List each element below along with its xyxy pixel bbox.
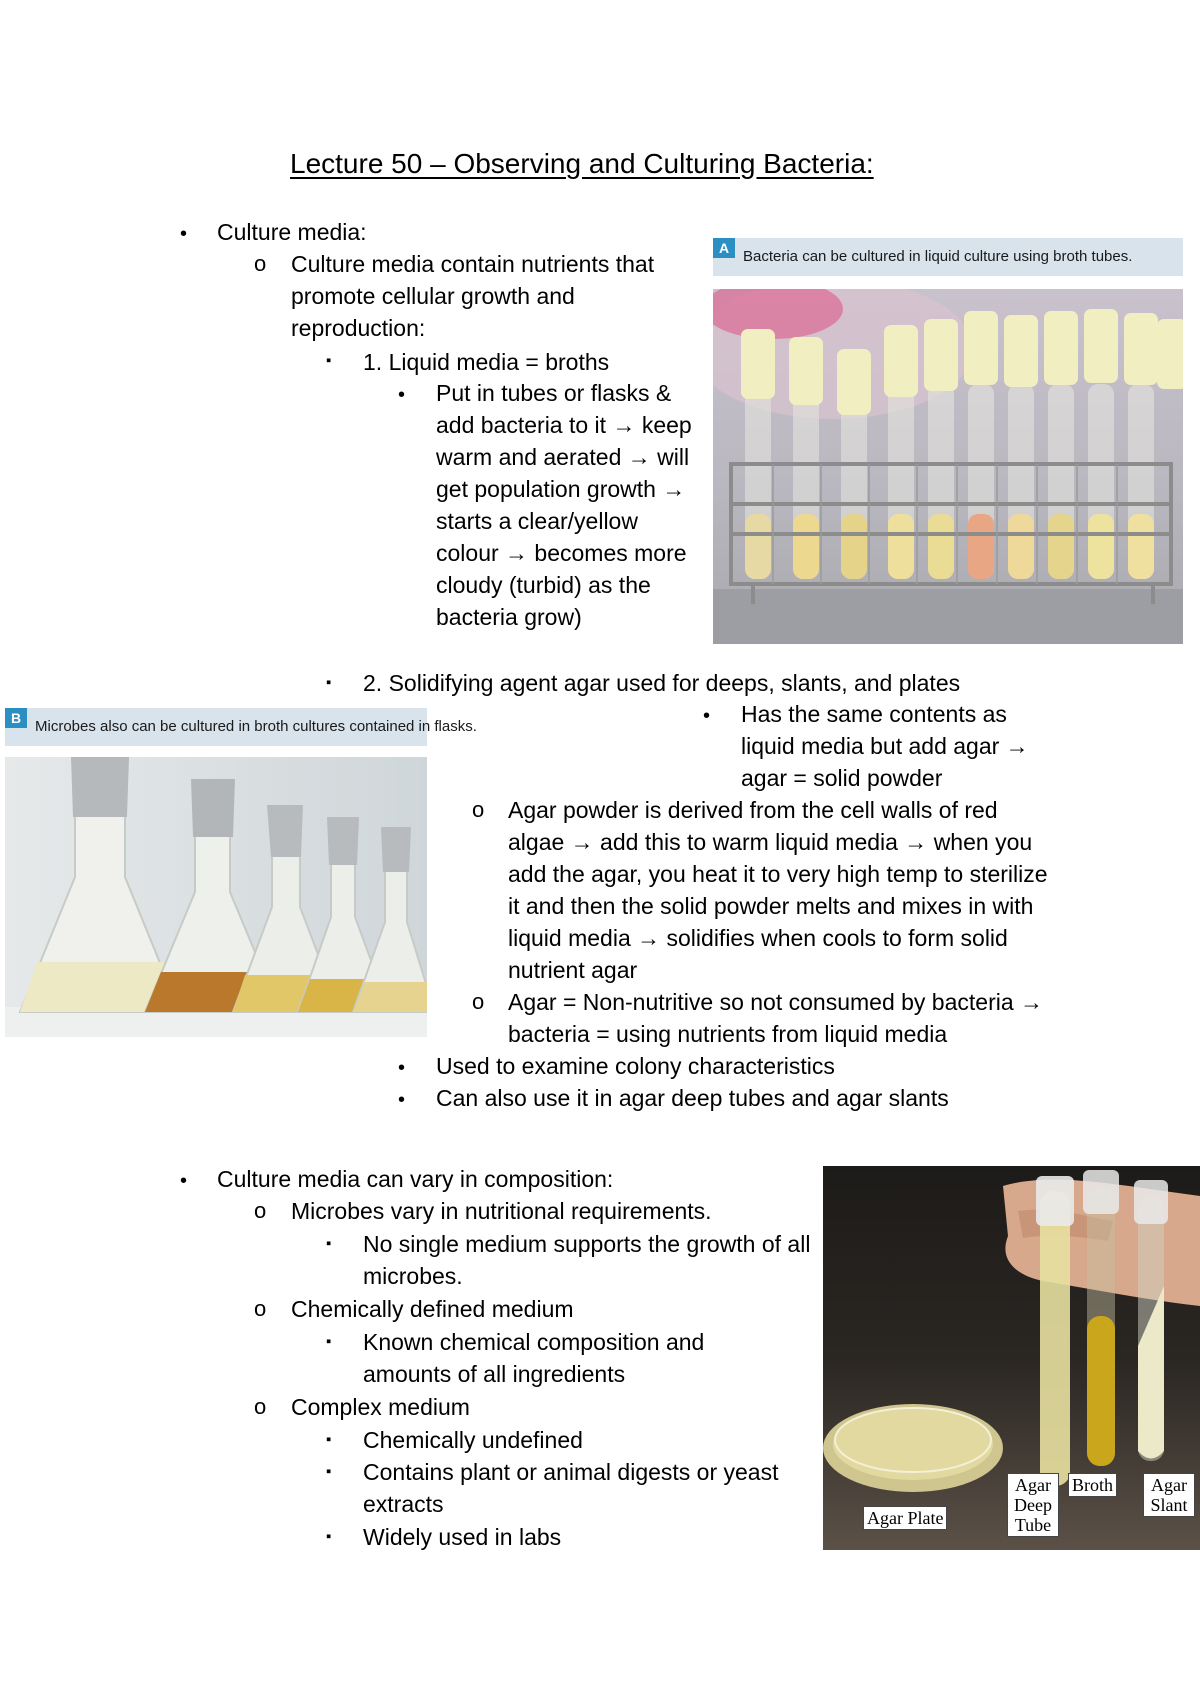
broth-tubes-illustration [713, 289, 1183, 644]
agar-plate-label: Agar Plate [863, 1506, 947, 1530]
agar-nonnutritive-text: Agar = Non-nutritive so not consumed by bacteria → bacteria = using nutrients from liquid media [508, 989, 1044, 1047]
bullet-glyph: • [398, 1057, 406, 1079]
known-composition-text: Known chemical composition and amounts of all ingredients [363, 1329, 705, 1387]
figure-b-caption [5, 708, 477, 746]
bullet-glyph: o [254, 251, 267, 276]
agar-media-photo [823, 1166, 1200, 1550]
microbes-vary-text: Microbes vary in nutritional requirements. [291, 1198, 712, 1224]
bullet-glyph: ▪ [326, 1431, 332, 1448]
nutrients-text: Culture media contain nutrients that promote cellular growth and reproduction: [291, 251, 655, 341]
bullet-glyph: • [398, 1089, 406, 1111]
bullet-glyph: • [398, 384, 406, 406]
figure-a-letter: A [713, 238, 735, 258]
figure-b-caption-text: Microbes also can be cultured in broth cultures contained in flasks. [35, 718, 477, 735]
flasks-illustration [5, 757, 427, 1037]
bullet-glyph: o [254, 1198, 267, 1223]
bullet-glyph: o [254, 1394, 267, 1419]
flasks-photo [5, 757, 427, 1037]
agar-origin-text: Agar powder is derived from the cell walls of red algae → add this to warm liquid media → when you add the agar, you heat it to very high temp to sterilize it and then the solid powder melts and mixes in with liquid media → solidifies when cools to form solid nutrient agar [508, 797, 1048, 983]
chemically-undefined-text: Chemically undefined [363, 1427, 583, 1453]
bullet-glyph: ▪ [326, 352, 332, 369]
widely-used-text: Widely used in labs [363, 1524, 562, 1550]
complex-medium-heading: Complex medium [291, 1394, 470, 1420]
broth-tubes-photo [713, 289, 1183, 644]
liquid-media-item: 1. Liquid media = broths [363, 349, 610, 375]
digests-text: Contains plant or animal digests or yeast extracts [363, 1459, 779, 1517]
composition-heading: Culture media can vary in composition: [217, 1166, 614, 1192]
figure-a-caption [713, 238, 1183, 276]
colony-characteristics-text: Used to examine colony characteristics [436, 1053, 835, 1079]
agar-deep-tube-label: Agar Deep Tube [1007, 1473, 1059, 1537]
bullet-glyph: o [472, 797, 485, 822]
no-single-medium-text: No single medium supports the growth of all microbes. [363, 1231, 811, 1289]
liquid-media-detail: Put in tubes or flasks & add bacteria to it → keep warm and aerated → will get population growth → starts a clear/yellow colour → becomes more cloudy (turbid) as the bacteria grow) [436, 380, 692, 630]
bullet-glyph: • [180, 223, 188, 245]
culture-media-heading: Culture media: [217, 219, 367, 245]
bullet-glyph: • [180, 1170, 188, 1192]
bullet-glyph: ▪ [326, 1333, 332, 1350]
bullet-glyph: ▪ [326, 1463, 332, 1480]
bullet-glyph: o [472, 989, 485, 1014]
agar-deep-slants-text: Can also use it in agar deep tubes and agar slants [436, 1085, 949, 1111]
solid-media-item: 2. Solidifying agent agar used for deeps, slants, and plates [363, 670, 961, 696]
figure-b-letter: B [5, 708, 27, 728]
page-title: Lecture 50 – Observing and Culturing Bacteria: [290, 148, 874, 179]
bullet-glyph: ▪ [326, 1528, 332, 1545]
figure-a-caption-text: Bacteria can be cultured in liquid culture using broth tubes. [743, 248, 1133, 265]
broth-label: Broth [1068, 1473, 1117, 1497]
bullet-glyph: ▪ [326, 1235, 332, 1252]
chemically-defined-heading: Chemically defined medium [291, 1296, 574, 1322]
bullet-glyph: o [254, 1296, 267, 1321]
bullet-glyph: • [703, 705, 711, 727]
bullet-glyph: ▪ [326, 674, 332, 691]
agar-contents-text: Has the same contents as liquid media but add agar → agar = solid powder [741, 701, 1029, 791]
agar-slant-label: Agar Slant [1143, 1473, 1195, 1517]
